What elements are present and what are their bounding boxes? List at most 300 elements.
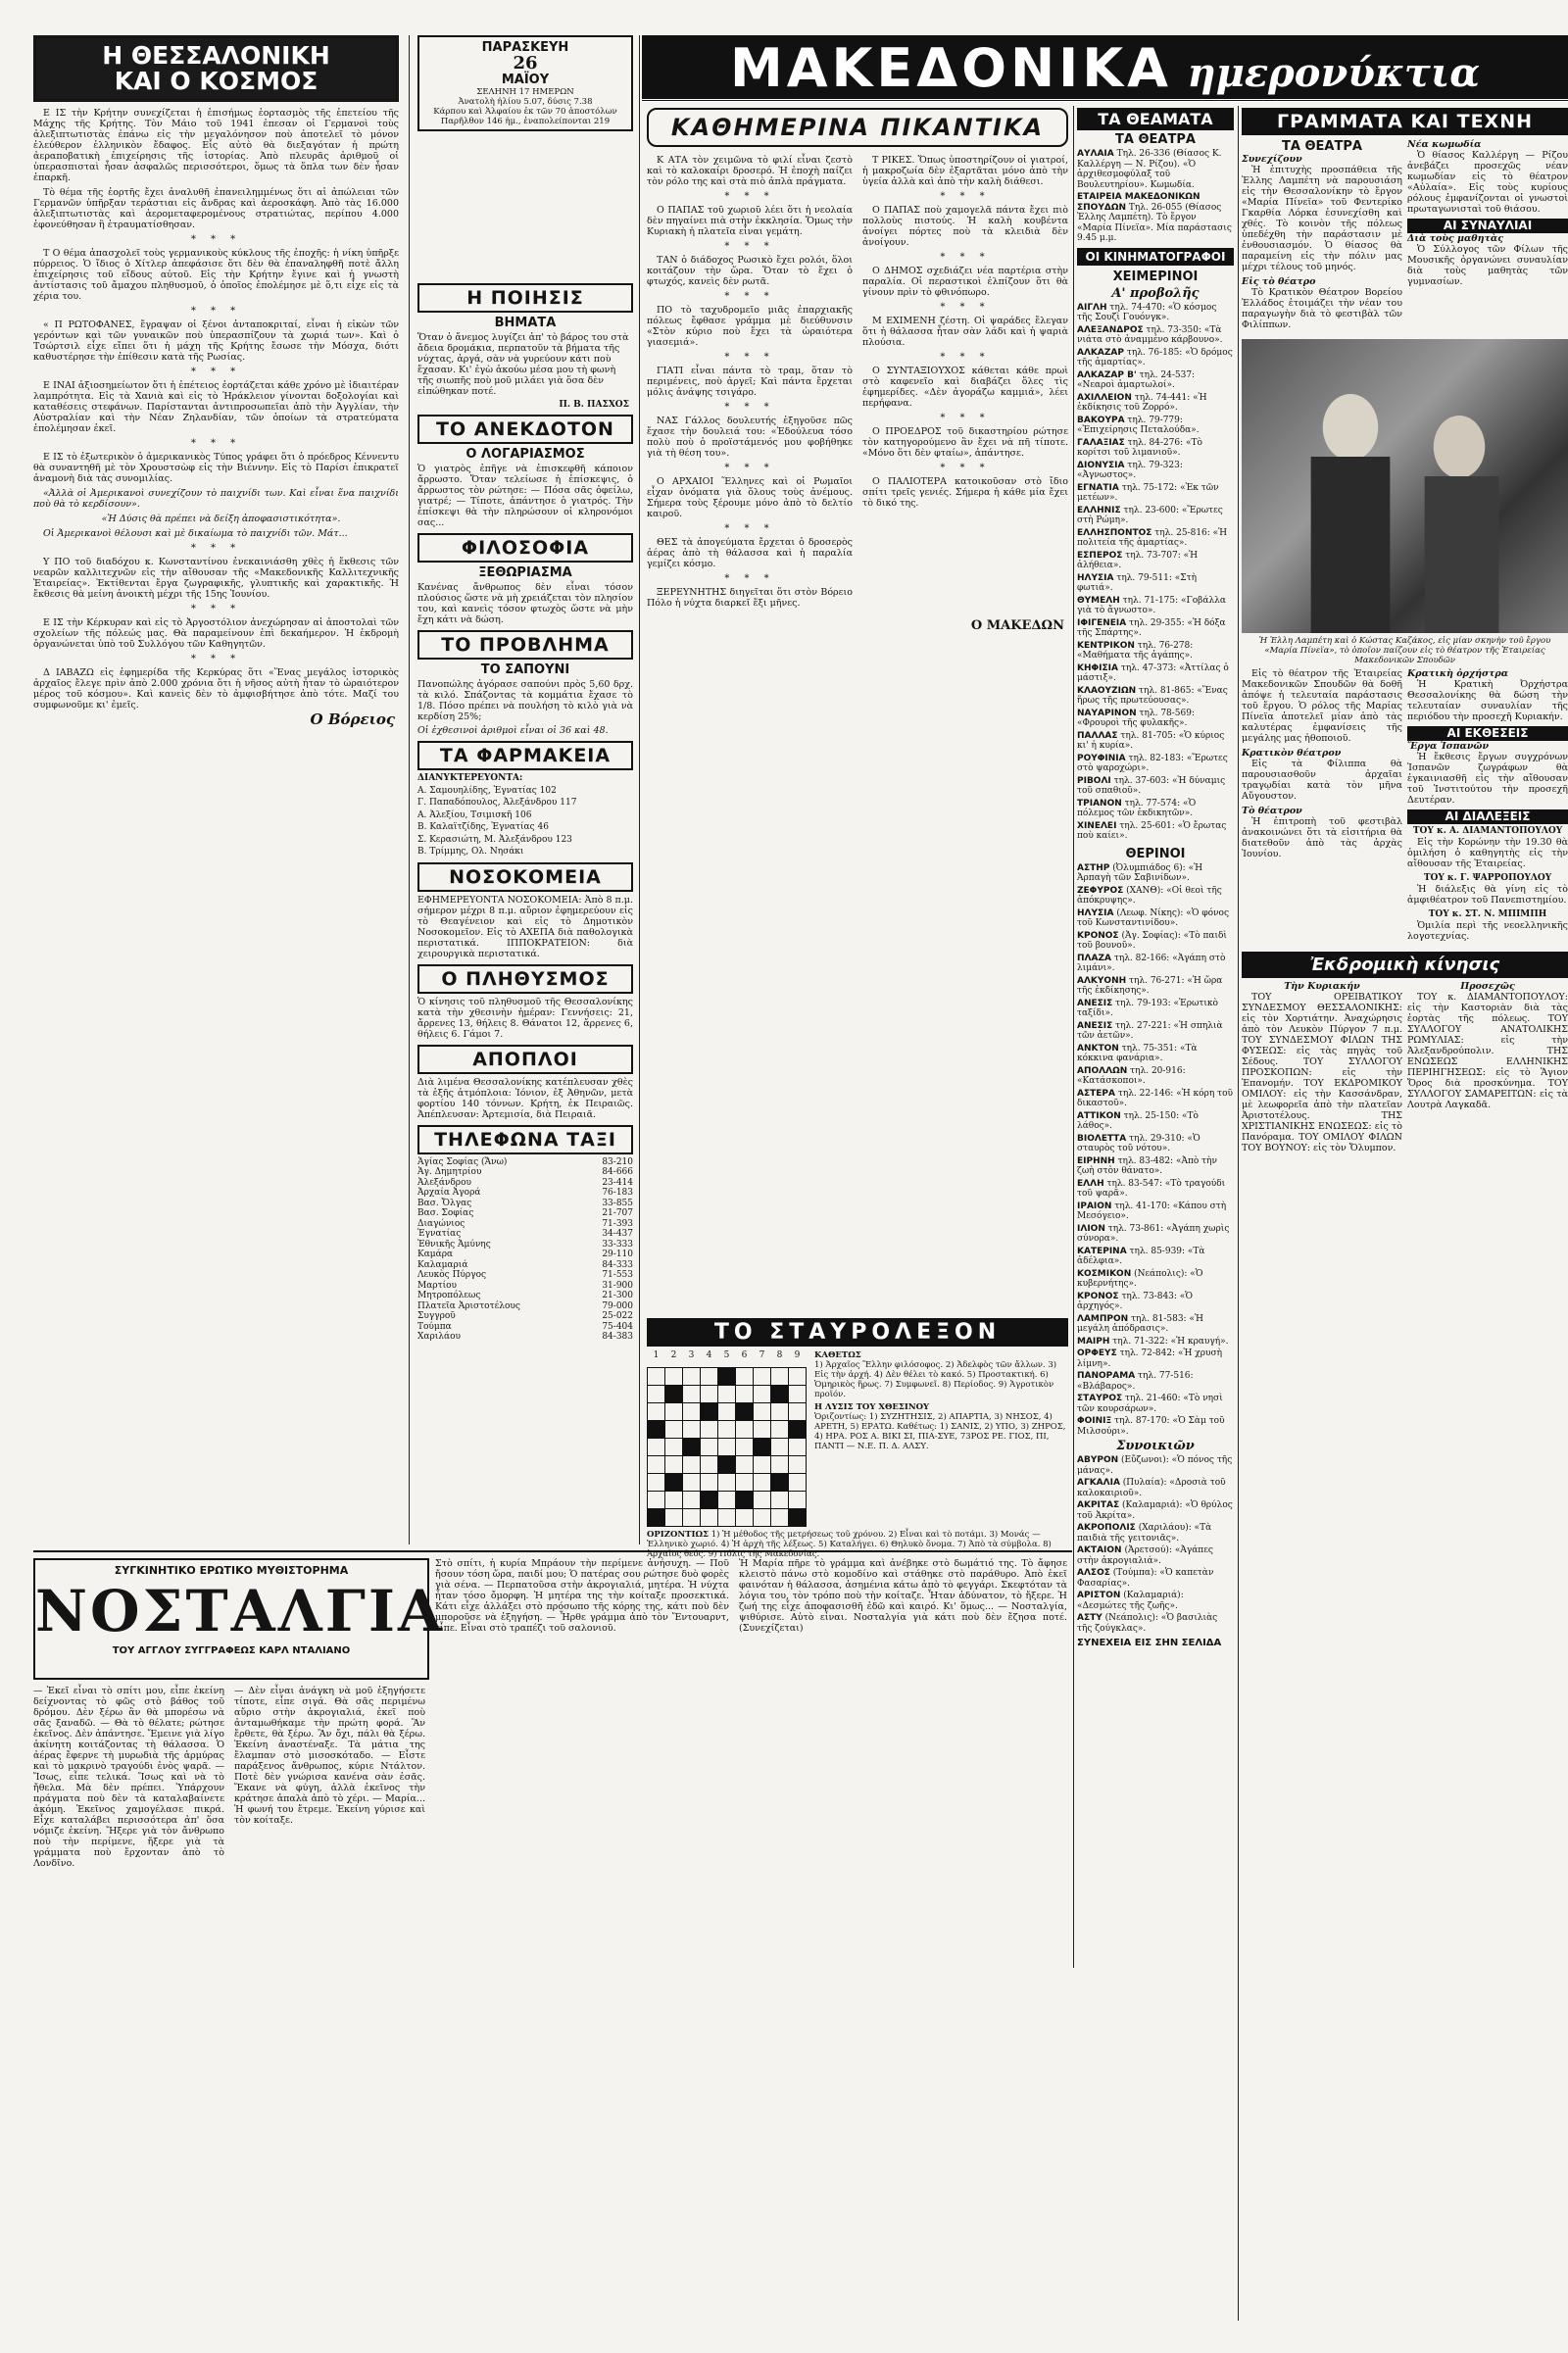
poetry-text: Ὅταν ὁ ἄνεμος λυγίζει ἀπ' τὸ βάρος του στὰ ἄδεια δρομάκια, περπατοῦν τὰ βήματα τῆς νύχτας, ἀργά, σὰν νὰ γυρεύουν κάτι ποὺ ἔχασαν. Κι' ἐγὼ ἀκούω μέσα μου τὴ φωνὴ τῆς σιωπῆς ποὺ μοῦ μιλάει γιὰ ὅσα δὲν εἰπώθηκαν ποτέ.: [417, 332, 629, 397]
crossword-cell[interactable]: [718, 1439, 736, 1456]
crossword-cell[interactable]: [683, 1386, 701, 1403]
listing-name: ΡΟΥΦΙΝΙΑ: [1077, 753, 1126, 763]
taxi-stand: Ἁγίας Σοφίας (Ἄνω): [417, 1156, 508, 1167]
listing-text: (Ὀλυμπιάδος 6): «Ἡ Ἀρπαγὴ τῶν Σαβινίδων».: [1077, 862, 1203, 883]
taxi-number: 29-110: [602, 1250, 633, 1259]
thessaloniki-signature: Ο Βόρειος: [310, 711, 395, 728]
listing-name: ΟΡΦΕΥΣ: [1077, 1348, 1117, 1358]
section-divider: * * *: [190, 604, 242, 614]
crossword-block: [648, 1509, 665, 1527]
list-item: [1077, 799, 1234, 819]
nostalgia-section: [33, 1558, 1072, 2332]
listing-text: τηλ. 75-172: «Ἐκ τῶν μετέων».: [1077, 482, 1219, 503]
crossword-row: [648, 1403, 807, 1421]
crossword-cell[interactable]: [665, 1421, 683, 1439]
list-item: [1077, 528, 1234, 549]
listing-name: ΚΡΟΝΟΣ: [1077, 930, 1119, 941]
crossword-cell[interactable]: [754, 1474, 771, 1492]
listing-text: Τηλ. 26-336 (Θίασος Κ. Καλλέργη — Ν. Ρίζου). «Ὁ ἀρχιθεσμοφύλαξ τοῦ Βουλευτηρίου». Κωμωδία.: [1077, 149, 1222, 190]
crossword-cell[interactable]: [648, 1368, 665, 1386]
list-item: [1077, 1591, 1234, 1611]
taxi-stand: Πλατεῖα Ἀριστοτέλους: [417, 1300, 520, 1311]
list-item: [1077, 754, 1234, 774]
crossword-cell[interactable]: [789, 1474, 807, 1492]
listing-text: (Πυλαία): «Δροσιὰ τοῦ καλοκαιριοῦ».: [1077, 1478, 1226, 1498]
list-item: [1077, 1545, 1234, 1566]
grammata-text4: Εἰς τὸ θέατρον τῆς Ἑταιρείας Μακεδονικῶν Σπουδῶν θὰ δοθῆ ἀπόψε ἡ τελευταία παράστασις τοῦ ἔργου. Ὁ ρόλος τῆς Μαρίας Πίνεϊα ἀποτελεῖ μίαν ἀπὸ τὰς καλυτέρας ἐμφανίσεις τῆς μεγάλης μας ἠθοποιοῦ.: [1242, 668, 1402, 744]
crossword-grid[interactable]: [647, 1350, 807, 1527]
listing-name: ΑΠΟΛΛΩΝ: [1077, 1065, 1128, 1076]
crossword-cell[interactable]: [789, 1386, 807, 1403]
taxi-number: 21-707: [602, 1208, 633, 1218]
apopoloi-head: ΑΠΟΠΛΟΙ: [417, 1045, 633, 1074]
ekdromiki-right-text: ΤΟΥ κ. ΔΙΑΜΑΝΤΟΠΟΥΛΟΥ: εἰς τὴν Καστοριὰν διὰ τὰς ἑορτὰς τῆς πόλεως. ΤΟΥ ΣΥΛΛΟΓΟΥ ΑΝΑΤΟΛΙΚΗΣ ΡΩΜΥΛΙΑΣ: εἰς τὴν Ἀλεξανδρούπολιν. ΤΗΣ ΕΝΩΣΕΩΣ ΕΛΛΗΝΙΚΗΣ ΠΕΡΙΗΓΗΣΕΩΣ: εἰς τὸ Ἅγιον Ὄρος διὰ προσκύνημα. ΤΟΥ ΣΥΛΛΟΓΟΥ ΣΑΜΑΡΕΙΤΩΝ: εἰς τὰ Λουτρὰ Λαγκαδᾶ.: [1407, 992, 1568, 1110]
crossword-cell[interactable]: [718, 1492, 736, 1509]
list-item: [1077, 1500, 1234, 1521]
crossword-cell[interactable]: [789, 1439, 807, 1456]
filosofia-head: ΦΙΛΟΣΟΦΙΑ: [417, 533, 633, 563]
crossword-cell[interactable]: [648, 1386, 665, 1403]
listing-name: ΑΛΚΥΟΝΗ: [1077, 975, 1127, 986]
taxi-number: 21-300: [602, 1291, 633, 1300]
crossword-row: [648, 1456, 807, 1474]
listing-text: (Λεωφ. Νίκης): «Ὁ φόνος τοῦ Κωνσταντινίδου».: [1077, 907, 1230, 928]
listing-text: τηλ. 21-460: «Τὸ νησὶ τῶν κουρσάρων».: [1077, 1394, 1223, 1414]
crossword-cell[interactable]: [771, 1509, 789, 1527]
taxi-stand: Λευκὸς Πύργος: [417, 1270, 487, 1280]
list-item: [1077, 618, 1234, 639]
crossword-cell[interactable]: [754, 1403, 771, 1421]
crossword-cell[interactable]: [665, 1368, 683, 1386]
theamata-head: ΤΑ ΘΕΑΜΑΤΑ: [1077, 108, 1234, 130]
table-row: [417, 1250, 633, 1260]
crossword-horizontal: 1) Ἡ μέθοδος τῆς μετρήσεως τοῦ χρόνου. 2) Εἶναι καὶ τὸ ποτάμι. 3) Μονάς — Ἑλληνικὸ χωριό. 4) Ἡ ἀρχὴ τῆς λέξεως. 5) Καταλήγει. 6) Θηλυκὸ ὄνομα. 7) Ἀπὸ τὰ σύμβολα. 8) Ἀρχαῖος θεός. 9) Πόλις τῆς Μακεδονίας.: [647, 1530, 1052, 1559]
taxi-stand: Ἐθνικῆς Ἀμύνης: [417, 1239, 491, 1250]
list-item: [1077, 596, 1234, 616]
crossword-col-number: 2: [670, 1350, 677, 1360]
crossword-cell[interactable]: [736, 1474, 754, 1492]
list-item: [1077, 776, 1234, 797]
listing-name: ΠΛΑΖΑ: [1077, 953, 1111, 963]
listing-text: Τηλ. 26-055 (Θίασος Ἐλλης Λαμπέτη). Τὸ ἔργον «Μαρία Πίνεϊα». Μία παράστασις 9.45 μ.μ.: [1077, 202, 1232, 243]
synaulies-text: Ὁ Σύλλογος τῶν Φίλων τῆς Μουσικῆς ὀργανώνει συναυλίαν διὰ τοὺς μαθητὰς τῶν γυμνασίων.: [1407, 244, 1568, 287]
list-item: Α. Ἀλεξίου, Τσιμισκῆ 106: [417, 809, 532, 820]
list-item: [1077, 1179, 1234, 1200]
crossword-cell[interactable]: [789, 1492, 807, 1509]
listing-name: ΧΙΝΕΛΕΙ: [1077, 820, 1117, 831]
poetry-title: ΒΗΜΑΤΑ: [494, 316, 557, 330]
listing-text: τηλ. 82-166: «Ἀγάπη στὸ λιμάνι».: [1077, 953, 1226, 973]
listing-text: τηλ. 71-175: «Γοβάλλα γιὰ τὸ ἄγνωστο».: [1077, 595, 1226, 615]
poetry-head: Η ΠΟΙΗΣΙΣ: [417, 283, 633, 313]
listing-text: τηλ. 37-603: «Ἡ δύναμις τοῦ σπαθιοῦ».: [1077, 775, 1226, 796]
listing-text: τηλ. 24-537: «Νεαροὶ ἀμαρτωλοί».: [1077, 369, 1196, 390]
list-item: [1077, 438, 1234, 459]
crossword-cell[interactable]: [683, 1368, 701, 1386]
crossword-cell[interactable]: [665, 1439, 683, 1456]
crossword-cell[interactable]: [648, 1403, 665, 1421]
list-item: [1077, 461, 1234, 481]
crossword-cell[interactable]: [718, 1421, 736, 1439]
table-row: [417, 1281, 633, 1292]
crossword-solution-head: Η ΛΥΣΙΣ ΤΟΥ ΧΘΕΣΙΝΟΥ: [814, 1402, 930, 1412]
taxi-number: 84-333: [602, 1259, 633, 1270]
taxi-head: ΤΗΛΕΦΩΝΑ ΤΑΞΙ: [417, 1125, 633, 1154]
taxi-stand: Συγγροῦ: [417, 1311, 456, 1321]
crossword-cell[interactable]: [736, 1456, 754, 1474]
list-item: [1077, 863, 1234, 884]
list-item: [1077, 192, 1234, 244]
crossword-vertical: 1) Ἀρχαῖος Ἕλλην φιλόσοφος. 2) Ἀδελφὸς τῶν ἄλλων. 3) Εἰς τὴν ἀρχή. 4) Δὲν θέλει τὸ κακό. 5) Προστακτική. 6) Ὁμηρικὸς ἥρως. 7) Συμφωνεῖ. 8) Περίοδος. 9) Ἀγροτικὸν προϊόν.: [814, 1360, 1057, 1399]
taxi-number: 79-000: [602, 1300, 633, 1311]
thessaloniki-title: [33, 35, 399, 102]
ekdromiki-left-text: ΤΟΥ ΟΡΕΙΒΑΤΙΚΟΥ ΣΥΝΔΕΣΜΟΥ ΘΕΣΣΑΛΟΝΙΚΗΣ: εἰς τὸν Χορτιάτην. Ἀναχώρησις ἀπὸ τὸν Λευκὸν Πύργον 7 π.μ. ΤΟΥ ΣΥΝΔΕΣΜΟΥ ΦΙΛΩΝ ΤΗΣ ΦΥΣΕΩΣ: εἰς τὰς πηγὰς τοῦ Σέδους. ΤΟΥ ΣΥΛΛΟΓΟΥ ΠΡΟΣΚΟΠΩΝ: εἰς τὴν Ἐπανομήν. ΤΟΥ ΕΚΔΡΟΜΙΚΟΥ ΟΜΙΛΟΥ: εἰς τὴν Κασσάνδραν, μὲ λεωφορεῖα ἀπὸ τὴν πλατεῖαν Ἀριστοτέλους. ΤΗΣ ΧΡΙΣΤΙΑΝΙΚΗΣ ΕΝΩΣΕΩΣ: εἰς τὸ Πανόραμα. ΤΟΥ ΟΜΙΛΟΥ ΦΙΛΩΝ ΤΟΥ ΒΟΥΝΟΥ: εἰς τὸν Ὄλυμπον.: [1242, 992, 1402, 1153]
table-row: [417, 1311, 633, 1322]
grammata-column: [1242, 108, 1568, 2323]
grammata-sub6: Κρατικὸν θέατρον: [1242, 748, 1342, 759]
cinema-head: ΟΙ ΚΙΝΗΜΑΤΟΓΡΑΦΟΙ: [1077, 248, 1234, 266]
crossword-cell[interactable]: [683, 1421, 701, 1439]
crossword-cell[interactable]: [736, 1386, 754, 1403]
listing-text: τηλ. 77-574: «Ὁ πόλεμος τῶν ἐκδικητῶν».: [1077, 798, 1197, 818]
list-item: [1077, 1568, 1234, 1589]
thessaloniki-paragraph: Τὸ θέμα τῆς ἑορτῆς ἔχει ἀναλυθῆ ἐπανειλημμένως ὅτι αἱ ἀπώλειαι τῶν Γερμανῶν ὑπῆρξαν τεράστιαι εἰς ἄνδρας καὶ ἀεροσκάφη. Ἀπὸ τὰς 16.000 ἀλεξιπτωτιστὰς καὶ ἀερομεταφερομένους στρατιώτας, περίπου 4.000 ἐφονεύθησαν ἢ ἐτραυματίσθησαν.: [33, 187, 399, 230]
grammata-sub5: Κρατικὴ ὀρχήστρα: [1407, 668, 1509, 679]
crossword-cell[interactable]: [771, 1492, 789, 1509]
listing-name: ΕΣΠΕΡΟΣ: [1077, 550, 1123, 561]
nostalgia-col4: Ἡ Μαρία πῆρε τὸ γράμμα καὶ ἀνέβηκε στὸ δωμάτιό της. Τὸ ἄφησε κλειστὸ πάνω στὸ κομοδίνο καὶ στάθηκε στὸ παράθυρο. Ἀπὸ ἐκεῖ φαινόταν ἡ θάλασσα, ἀσημένια κάτω ἀπὸ τὸ φεγγάρι. Σκεφτόταν τὰ λόγια του, τὸν τρόπο ποὺ τὴν κοίταζε. Ἦταν ἀδύνατον, τὸ ἤξερε. Ἡ ζωή της εἶχε ἀποφασισθῆ ἐδῶ καὶ καιρό. Κι' ὅμως... — Νοσταλγία, ψιθύρισε. Αὐτὸ εἶναι. Νοσταλγία γιὰ κάτι ποὺ δὲν ἔζησα ποτέ. (Συνεχίζεται): [739, 1558, 1067, 1634]
section-divider: * * *: [190, 306, 242, 317]
masthead-title-tail: ημερονύκτια: [1187, 50, 1480, 96]
taxi-stand: Μαρτίου: [417, 1280, 457, 1291]
listing-text: τηλ. 81-705: «Ὁ κύριος κι' ἡ κυρία».: [1077, 730, 1225, 751]
plithysmos-text: Ὁ κίνησις τοῦ πληθυσμοῦ τῆς Θεσσαλονίκης κατὰ τὴν χθεσινὴν ἡμέραν: Γεννήσεις: 21, ἄρρενες 13, θήλεις 8. Θάνατοι 12, ἄρρενες 6, θήλεις 6. Γάμοι 7.: [417, 996, 633, 1040]
kathimerina-col-right: Τ ΡΙΚΕΣ. Ὅπως ὑποστηρίζουν οἱ γιατροί, ἡ μακροζωία δὲν ἐξαρτᾶται μόνο ἀπὸ τὴν ὑγεία ἀλλὰ καὶ ἀπὸ τὴν καλὴ διάθεσι. * * * Ο ΠΑΠΑΣ ποὺ χαμογελᾶ πάντα ἔχει πιὸ πολλοὺς πιστούς. Ἡ καλὴ κουβέντα ἀνοίγει πόρτες ποὺ τὰ κλειδιὰ δὲν ἀνοίγουν. * * * Ο ΔΗΜΟΣ σχεδιάζει νέα παρτέρια στὴν παραλία. Οἱ περαστικοὶ ἐλπίζουν ὅτι θὰ γίνουν πρὶν τὸ φθινόπωρο. * * * Μ ΕΧΙΜΕΝΗ ζέστη. Οἱ ψαράδες ἔλεγαν ὅτι ἡ θάλασσα ἦταν σὰν λάδι καὶ ἡ ψαριὰ πλούσια. * * * Ο ΣΥΝΤΑΞΙΟΥΧΟΣ κάθεται κάθε πρωὶ στὸ καφενεῖο καὶ διαβάζει ὅλες τὶς ἐφημερίδες. «Δὲν ἀγοράζω καμμιά», λέει περήφανα. * * * Ο ΠΡΟΕΔΡΟΣ τοῦ δικαστηρίου ρώτησε τὸν κατηγορούμενο ἂν ἔχει νὰ πῆ τίποτε. «Μόνο ὅτι δὲν φταίω», ἀπάντησε. * * * Ο ΠΑΛΙΟΤΕΡΑ κατοικοῦσαν στὸ ἴδιο σπίτι τρεῖς γενιές. Σήμερα ἡ κάθε μία ἔχει τὸ δικό της.: [862, 155, 1068, 509]
taxi-stand: Τούμπα: [417, 1321, 452, 1332]
listing-text: τηλ. 29-310: «Ὁ σταυρὸς τοῦ νότου».: [1077, 1133, 1200, 1153]
listing-name: ΑΛΚΑΖΑΡ: [1077, 347, 1124, 358]
taxi-stand: Ἐγνατίας: [417, 1229, 462, 1239]
table-row: [417, 1188, 633, 1199]
taxi-number: 84-666: [602, 1167, 633, 1177]
taxi-stand: Ἁγ. Δημητρίου: [417, 1167, 482, 1177]
crossword-cell[interactable]: [718, 1474, 736, 1492]
section-divider: * * *: [190, 438, 242, 449]
synaulies-sub: Διὰ τοὺς μαθητὰς: [1407, 233, 1503, 244]
listing-name: ΖΕΦΥΡΟΣ: [1077, 885, 1124, 896]
crossword-cell[interactable]: [771, 1456, 789, 1474]
dialexi-text: Ἡ διάλεξις θὰ γίνη εἰς τὸ ἀμφιθέατρον τοῦ Πανεπιστημίου.: [1407, 884, 1568, 906]
grammata-text6: Εἰς τὰ Φίλιππα θὰ παρουσιασθοῦν ἀρχαῖαι τραγῳδίαι κατὰ τὸν μῆνα Αὔγουστον.: [1242, 759, 1402, 802]
crossword-cell[interactable]: [754, 1509, 771, 1527]
date-day: 26: [513, 53, 538, 74]
listing-text: τηλ. 76-271: «Ἡ ὥρα τῆς ἐκδίκησης».: [1077, 975, 1223, 996]
crossword-cell[interactable]: [701, 1368, 718, 1386]
table-row: [417, 1229, 633, 1240]
crossword-cell[interactable]: [771, 1368, 789, 1386]
listing-name: ΙΦΙΓΕΝΕΙΑ: [1077, 617, 1127, 628]
list-item: [1077, 709, 1234, 729]
crossword-grid-wrap: [647, 1350, 807, 1527]
listing-text: (Καλαμαριά): «Δεσμώτες τῆς ζωῆς».: [1077, 1591, 1184, 1611]
table-row: [417, 1332, 633, 1343]
list-item: [1077, 325, 1234, 346]
crossword-cell[interactable]: [701, 1386, 718, 1403]
crossword-section: [647, 1318, 1068, 1559]
crossword-cell[interactable]: [701, 1421, 718, 1439]
bottom-rule: [33, 1550, 1072, 1552]
crossword-cell[interactable]: [683, 1456, 701, 1474]
listing-text: τηλ. 79-323: «Ἀγνωστος».: [1077, 460, 1183, 480]
list-item: [1077, 1613, 1234, 1634]
listing-text: τηλ. 77-516: «Βλάβαρος».: [1077, 1371, 1194, 1392]
crossword-cell[interactable]: [754, 1421, 771, 1439]
listing-name: ΓΑΛΑΞΙΑΣ: [1077, 437, 1125, 448]
crossword-cell[interactable]: [701, 1474, 718, 1492]
listing-name: ΘΥΜΕΛΗ: [1077, 595, 1120, 606]
table-row: [417, 1301, 633, 1312]
crossword-block: [789, 1509, 807, 1527]
list-item: [1077, 1416, 1234, 1437]
listing-text: τηλ. 87-170: «Ὁ Σὰμ τοῦ Μιλσούρι».: [1077, 1416, 1225, 1437]
crossword-cell[interactable]: [718, 1509, 736, 1527]
list-item: [1077, 416, 1234, 436]
listing-name: ΑΚΤΑΙΟΝ: [1077, 1545, 1122, 1555]
listing-text: τηλ. 73-843: «Ὁ ἀρχηγός».: [1077, 1291, 1194, 1311]
taxi-list: [417, 1157, 633, 1343]
crossword-cell[interactable]: [648, 1439, 665, 1456]
crossword-row: [648, 1368, 807, 1386]
listing-name: ΠΑΛΛΑΣ: [1077, 730, 1118, 741]
crossword-cell[interactable]: [718, 1386, 736, 1403]
thessaloniki-quote: «Ἡ Δύσις θὰ πρέπει νὰ δείξη ἀποφασιστικότητα».: [101, 514, 341, 524]
farmakeia-sub: ΔΙΑΝΥΚΤΕΡΕΥΟΝΤΑ:: [417, 773, 523, 783]
filosofia-text: Κανένας ἄνθρωπος δὲν εἶναι τόσον πλούσιος ὥστε νὰ μὴ χρειάζεται τὸν πλησίον του, καὶ κανεὶς τόσον φτωχὸς ὥστε νὰ μὴν ἔχη κάτι νὰ δώση.: [417, 582, 633, 625]
anekdoton-title: Ο ΛΟΓΑΡΙΑΣΜΟΣ: [466, 447, 585, 462]
grammata-sub2: Νέα κωμωδία: [1407, 139, 1482, 150]
taxi-stand: Ἀλεξάνδρου: [417, 1177, 471, 1188]
crossword-cell[interactable]: [789, 1403, 807, 1421]
crossword-cell[interactable]: [754, 1492, 771, 1509]
crossword-cell[interactable]: [665, 1492, 683, 1509]
date-saint: Κάρπου καὶ Ἀλφαίου ἐκ τῶν 70 ἀποστόλων: [433, 107, 617, 117]
crossword-cell[interactable]: [771, 1403, 789, 1421]
farmakeia-list: [417, 773, 633, 858]
crossword-cell[interactable]: [683, 1492, 701, 1509]
listing-name: ΑΚΡΟΠΟΛΙΣ: [1077, 1523, 1136, 1533]
crossword-col-number: 6: [741, 1350, 748, 1360]
crossword-cell[interactable]: [648, 1456, 665, 1474]
crossword-block: [771, 1474, 789, 1492]
crossword-block: [701, 1403, 718, 1421]
crossword-cell[interactable]: [754, 1456, 771, 1474]
crossword-cell[interactable]: [665, 1403, 683, 1421]
crossword-block: [736, 1403, 754, 1421]
listing-name: ΑΙΓΛΗ: [1077, 302, 1107, 313]
taxi-number: 75-404: [602, 1321, 633, 1332]
table-row: [417, 1157, 633, 1168]
taxi-number: 76-183: [602, 1188, 633, 1198]
list-item: [1077, 663, 1234, 684]
grammata-text7: Ἡ ἐπιτροπὴ τοῦ φεστιβὰλ ἀνακοινώνει ὅτι τὰ εἰσιτήρια θὰ διατεθοῦν ἀπὸ τὰς ἀρχὰς Ἰουνίου.: [1242, 816, 1402, 859]
dialexi-text: Ὁμιλία περὶ τῆς νεοελληνικῆς λογοτεχνίας.: [1407, 920, 1568, 942]
crossword-col-number: 4: [706, 1350, 712, 1360]
crossword-cell[interactable]: [718, 1403, 736, 1421]
crossword-row: [648, 1509, 807, 1527]
list-item: [1077, 886, 1234, 907]
crossword-cell[interactable]: [683, 1509, 701, 1527]
ekthesis-head: ΑΙ ΕΚΘΕΣΕΙΣ: [1407, 726, 1568, 741]
synaulies-head: ΑΙ ΣΥΝΑΥΛΙΑΙ: [1407, 219, 1568, 233]
listing-name: ΑΥΛΑΙΑ: [1077, 149, 1114, 159]
list-item: [1077, 1337, 1234, 1348]
winter-list: [1077, 303, 1234, 842]
crossword-cell[interactable]: [789, 1456, 807, 1474]
thessaloniki-paragraph: Υ ΠΟ τοῦ διαδόχου κ. Κωνσταντίνου ἐνεκαινιάσθη χθὲς ἡ ἔκθεσις τῶν νεαρῶν καλλιτεχνῶν εἰς τὴν αἴθουσαν τῆς «Μακεδονικῆς Καλλιτεχνικῆς Ἑταιρείας». Ἐκτίθενται ἔργα ζωγραφικῆς, γλυπτικῆς καὶ χαρακτικῆς. Ἡ ἔκθεσις θὰ μείνη ἀνοικτὴ μέχρι τῆς 15ης Ἰουνίου.: [33, 557, 399, 600]
crossword-cell[interactable]: [665, 1456, 683, 1474]
listing-name: ΑΣΤΥ: [1077, 1613, 1102, 1623]
nostalgia-col2: — Δὲν εἶναι ἀνάγκη νὰ μοῦ ἐξηγήσετε τίποτε, εἶπε σιγά. Θὰ σᾶς περιμένω αὔριο στὴν ἀκρογιαλιά, ἐκεῖ ποὺ ἀνταμωθήκαμε τὴν πρώτη φορά. Ἂν ἔρθετε, θὰ ξέρω. Ἂν ὄχι, πάλι θὰ ξέρω. Ἐκείνη ἀναστέναξε. Τὰ μάτια της ἔλαμπαν στὸ μισοσκόταδο. — Εἶστε παράξενος ἄνθρωπος, κύριε Ντάλτον. Ποτὲ δὲν γνώρισα κανένα σὰν ἐσᾶς. Ἔκανε νὰ φύγη, ἀλλὰ ἐκεῖνος τὴν κράτησε ἀπαλὰ ἀπὸ τὸ χέρι. — Μαρία... Ἡ φωνή του ἔτρεμε. Ἐκείνη γύρισε καὶ τὸν κοίταξε.: [234, 1686, 425, 1826]
listing-text: τηλ. 78-569: «Φρουροὶ τῆς φυλακῆς».: [1077, 708, 1196, 728]
listing-name: ΑΡΙΣΤΟΝ: [1077, 1591, 1121, 1600]
ekdromiki-right: [1407, 981, 1568, 1157]
kathimerina-section: [647, 108, 1068, 1313]
suburbs-head: Συνοικιῶν: [1116, 1439, 1195, 1453]
date-moon: ΣΕΛΗΝΗ 17 ΗΜΕΡΩΝ: [476, 87, 574, 97]
taxi-number: 71-553: [602, 1270, 633, 1280]
theamata-continued: ΣΥΝΕΧΕΙΑ ΕΙΣ ΣΗΝ ΣΕΛΙΔΑ: [1077, 1638, 1222, 1648]
listing-name: ΒΑΚΟΥΡΑ: [1077, 415, 1125, 425]
crossword-block: [718, 1368, 736, 1386]
crossword-cell[interactable]: [683, 1403, 701, 1421]
crossword-block: [736, 1492, 754, 1509]
thessaloniki-paragraph: « Π ΡΩΤΟΦΑΝΕΣ, ἔγραψαν οἱ ξένοι ἀνταποκριταί, εἶναι ἡ εἰκὼν τῶν γερόντων καὶ τῶν γυναικῶν ποὺ ὑπερασπίζουν τὰ χωριά των». Καὶ ὁ Τσώρτσιλ εἶχε εἴπει ὅτι ἡ μάχη τῆς Κρήτης ἔσωσε τὴν Μόσχα, διότι καθυστέρησε τὴν ἐπίθεσιν κατὰ τῆς Ρωσίας.: [33, 319, 399, 363]
table-row: [417, 1260, 633, 1271]
listing-name: ΕΤΑΙΡΕΙΑ ΜΑΚΕΔΟΝΙΚΩΝ ΣΠΟΥΔΩΝ: [1077, 192, 1200, 213]
crossword-cell[interactable]: [648, 1492, 665, 1509]
list-item: Σ. Κερασιώτη, Μ. Ἀλεξάνδρου 123: [417, 834, 572, 845]
crossword-cell[interactable]: [736, 1421, 754, 1439]
crossword-block: [789, 1421, 807, 1439]
crossword-cell[interactable]: [771, 1421, 789, 1439]
list-item: [1077, 821, 1234, 842]
list-item: Α. Σαμουηλίδης, Ἐγνατίας 102: [417, 785, 557, 796]
listing-name: ΑΚΡΙΤΑΣ: [1077, 1500, 1120, 1510]
thessaloniki-paragraph: Δ ΙΑΒΑΖΩ εἰς ἐφημερίδα τῆς Κερκύρας ὅτι «Ἕνας μεγάλος ἰστορικὸς ἀρχαῖος ἔλεγε πρὶν ἀπὸ 2.000 χρόνια ὅτι ἡ νῆσος αὐτὴ ἦταν τὸ ὡραιότερον μέρος τοῦ κόσμου». Καὶ κανεὶς δὲν τὸ ἀμφισβήτησε ἀπὸ τότε. Μαζί του συμφωνοῦμε κι' ἐμεῖς.: [33, 667, 399, 711]
listing-text: τηλ. 81-583: «Ἡ μεγάλη ἀπόδρασις».: [1077, 1313, 1203, 1334]
ekdromiki-sub: Τὴν Κυριακήν: [1284, 981, 1360, 992]
crossword-cell[interactable]: [683, 1474, 701, 1492]
crossword-horizontal-block: [647, 1530, 1068, 1559]
taxi-stand: Χαριλάου: [417, 1332, 461, 1342]
column-rule: [409, 35, 410, 1544]
section-divider: * * *: [190, 367, 242, 377]
crossword-cell[interactable]: [771, 1439, 789, 1456]
column-rule: [1073, 106, 1074, 1968]
theatro-head: ΤΑ ΘΕΑΤΡΑ: [1115, 132, 1196, 147]
listing-name: ΚΗΦΙΣΙΑ: [1077, 662, 1118, 673]
crossword-cell[interactable]: [736, 1368, 754, 1386]
taxi-number: 33-333: [602, 1239, 633, 1250]
apopoloi-text: Διὰ λιμένα Θεσσαλονίκης κατέπλευσαν χθὲς τὰ ἑξῆς ἀτμόπλοια: Ἰόνιον, ἐξ Ἀθηνῶν, μετὰ φορτίου 140 τόννων. Κρήτη, ἐκ Πειραιῶς. Ἀπέπλευσαν: Ἀρτεμισία, διὰ Πειραιᾶ.: [417, 1076, 633, 1120]
listing-text: τηλ. 81-865: «Ἕνας ἥρως τῆς πρωτεύουσας».: [1077, 685, 1228, 706]
poetry-author: Π. Β. ΠΑΣΧΟΣ: [559, 400, 629, 410]
listing-name: ΗΛΥΣΙΑ: [1077, 907, 1114, 918]
listing-name: ΚΡΟΝΟΣ: [1077, 1291, 1119, 1301]
listing-text: τηλ. 47-373: «Ἀττίλας ὁ μάστιξ».: [1077, 662, 1229, 683]
grammata-sub3: Εἰς τὸ θέατρο: [1242, 276, 1316, 287]
crossword-cell[interactable]: [701, 1456, 718, 1474]
list-item: [1077, 1021, 1234, 1042]
main-masthead: [642, 35, 1568, 102]
list-item: [1077, 393, 1234, 414]
crossword-cell[interactable]: [754, 1368, 771, 1386]
crossword-cell[interactable]: [736, 1439, 754, 1456]
crossword-cell[interactable]: [736, 1509, 754, 1527]
grammata-theatro-head: ΤΑ ΘΕΑΤΡΑ: [1282, 139, 1362, 154]
crossword-col-number: 3: [688, 1350, 695, 1360]
list-item: [1077, 1371, 1234, 1392]
crossword-vertical-head: ΚΑΘΕΤΩΣ: [814, 1350, 861, 1360]
listing-name: ΑΧΙΛΛΕΙΟΝ: [1077, 392, 1132, 403]
listing-text: τηλ. 73-861: «Ἀγάπη χωρὶς σύνορα».: [1077, 1223, 1230, 1244]
list-item: [1077, 1066, 1234, 1087]
listing-name: ΑΣΤΗΡ: [1077, 862, 1110, 873]
list-item: [1077, 908, 1234, 929]
taxi-stand: Καλαμαριά: [417, 1259, 468, 1270]
taxi-stand: Βασ. Σοφίας: [417, 1208, 474, 1218]
column-rule: [639, 35, 640, 1544]
list-item: Β. Καλαϊτζίδης, Ἐγνατίας 46: [417, 822, 549, 832]
table-row: [417, 1199, 633, 1209]
table-row: [417, 1167, 633, 1178]
listing-text: τηλ. 73-350: «Τὰ νιάτα στὸ ἀναμμένο κάρβουνο».: [1077, 324, 1223, 345]
taxi-number: 71-393: [602, 1218, 633, 1229]
listing-name: ΕΛΛΗΝΙΣ: [1077, 505, 1121, 515]
table-row: [417, 1208, 633, 1219]
list-item: [1077, 1394, 1234, 1414]
grammata-head: ΓΡΑΜΜΑΤΑ ΚΑΙ ΤΕΧΝΗ: [1242, 108, 1568, 135]
list-item: [1077, 931, 1234, 952]
thessaloniki-column: [33, 35, 399, 1544]
table-row: [417, 1291, 633, 1301]
listing-text: τηλ. 72-842: «Ἡ χρυσὴ λίμνη».: [1077, 1348, 1223, 1369]
listing-name: ΒΙΟΛΕΤΤΑ: [1077, 1133, 1127, 1144]
date-box: [417, 35, 633, 131]
thessaloniki-title-line1: Η ΘΕΣΣΑΛΟΝΙΚΗ: [102, 41, 330, 70]
listing-text: τηλ. 79-511: «Στὴ φωτιά».: [1077, 572, 1197, 593]
thessaloniki-quote: «Ἀλλὰ οἱ Ἀμερικανοὶ συνεχίζουν τὸ παιχνίδι των. Καὶ εἶναι ἕνα παιχνίδι ποὺ θὰ τὸ κερδίσουν».: [33, 488, 399, 510]
list-item: [1077, 1134, 1234, 1154]
listing-text: (ΧΑΝΘ): «Οἱ θεοὶ τῆς ἀπόκρυψης».: [1077, 885, 1222, 906]
crossword-cell[interactable]: [665, 1509, 683, 1527]
crossword-cell[interactable]: [754, 1386, 771, 1403]
crossword-cell[interactable]: [701, 1509, 718, 1527]
thessaloniki-paragraph: Ε ΙΣ τὴν Κρήτην συνεχίζεται ἡ ἐπισήμως ἑορτασμὸς τῆς ἐπετείου τῆς Μάχης τῆς Κρήτης. Τὸν Μάιο τοῦ 1941 ἐπεσαν οἱ Γερμανοὶ τοὺς ἀλεξιπτωτιστὰς ἐπάνω εἰς τὴν μεγαλόνησον ποὺ ἀποτελεῖ τὸ μόνον ἐλεύθερον ἑλληνικὸν ἔδαφος. Εἶς αὐτὸ θὰ διεξαγόταν ἡ πρώτη ἀεραποβατικὴ ἐπιχείρησις τῆς ἱστορίας. Ἀπὸ πλευρᾶς ἀριθμοῦ οἱ ὑπερασπισταὶ ἦσαν ἀσφαλῶς περισσότεροι, ὅμως τὰ ὅπλα των δὲν ἦσαν ἐπαρκῆ.: [33, 108, 399, 183]
crossword-cell[interactable]: [789, 1368, 807, 1386]
grammata-sub1: Συνεχίζουν: [1242, 154, 1302, 165]
listing-name: ΑΒΥΡΟΝ: [1077, 1455, 1119, 1465]
crossword-cell[interactable]: [648, 1474, 665, 1492]
nosokomeia-text: ΕΦΗΜΕΡΕΥΟΝΤΑ ΝΟΣΟΚΟΜΕΙΑ: Ἀπὸ 8 π.μ. σήμερον μέχρι 8 π.μ. αὔριον ἐφημερεύουν εἰς τὸ Θεαγένειον καὶ εἰς τὸ Δημοτικὸν Νοσοκομεῖον. Εἰς τὸ ΑΧΕΠΑ διὰ παθολογικὰ περιστατικά. ΙΠΠΟΚΡΑΤΕΙΟΝ: διὰ χειρουργικὰ περιστατικά.: [417, 894, 633, 959]
listing-text: τηλ. 74-470: «Ὁ κόσμος τῆς Σουζὶ Γουόνγκ».: [1077, 302, 1217, 322]
list-item: Γ. Παπαδόπουλος, Ἀλεξάνδρου 117: [417, 798, 577, 808]
listing-text: (Νεάπολις): «Ὁ βασιλιὰς τῆς ζούγκλας».: [1077, 1613, 1218, 1634]
listing-name: ΙΛΙΟΝ: [1077, 1223, 1105, 1234]
list-item: Β. Τρίμμης, Ολ. Νησάκι: [417, 847, 524, 857]
crossword-cell[interactable]: [701, 1439, 718, 1456]
dialexi-name: ΤΟΥ κ. Α. ΔΙΑΜΑΝΤΟΠΟΥΛΟΥ: [1412, 826, 1563, 836]
